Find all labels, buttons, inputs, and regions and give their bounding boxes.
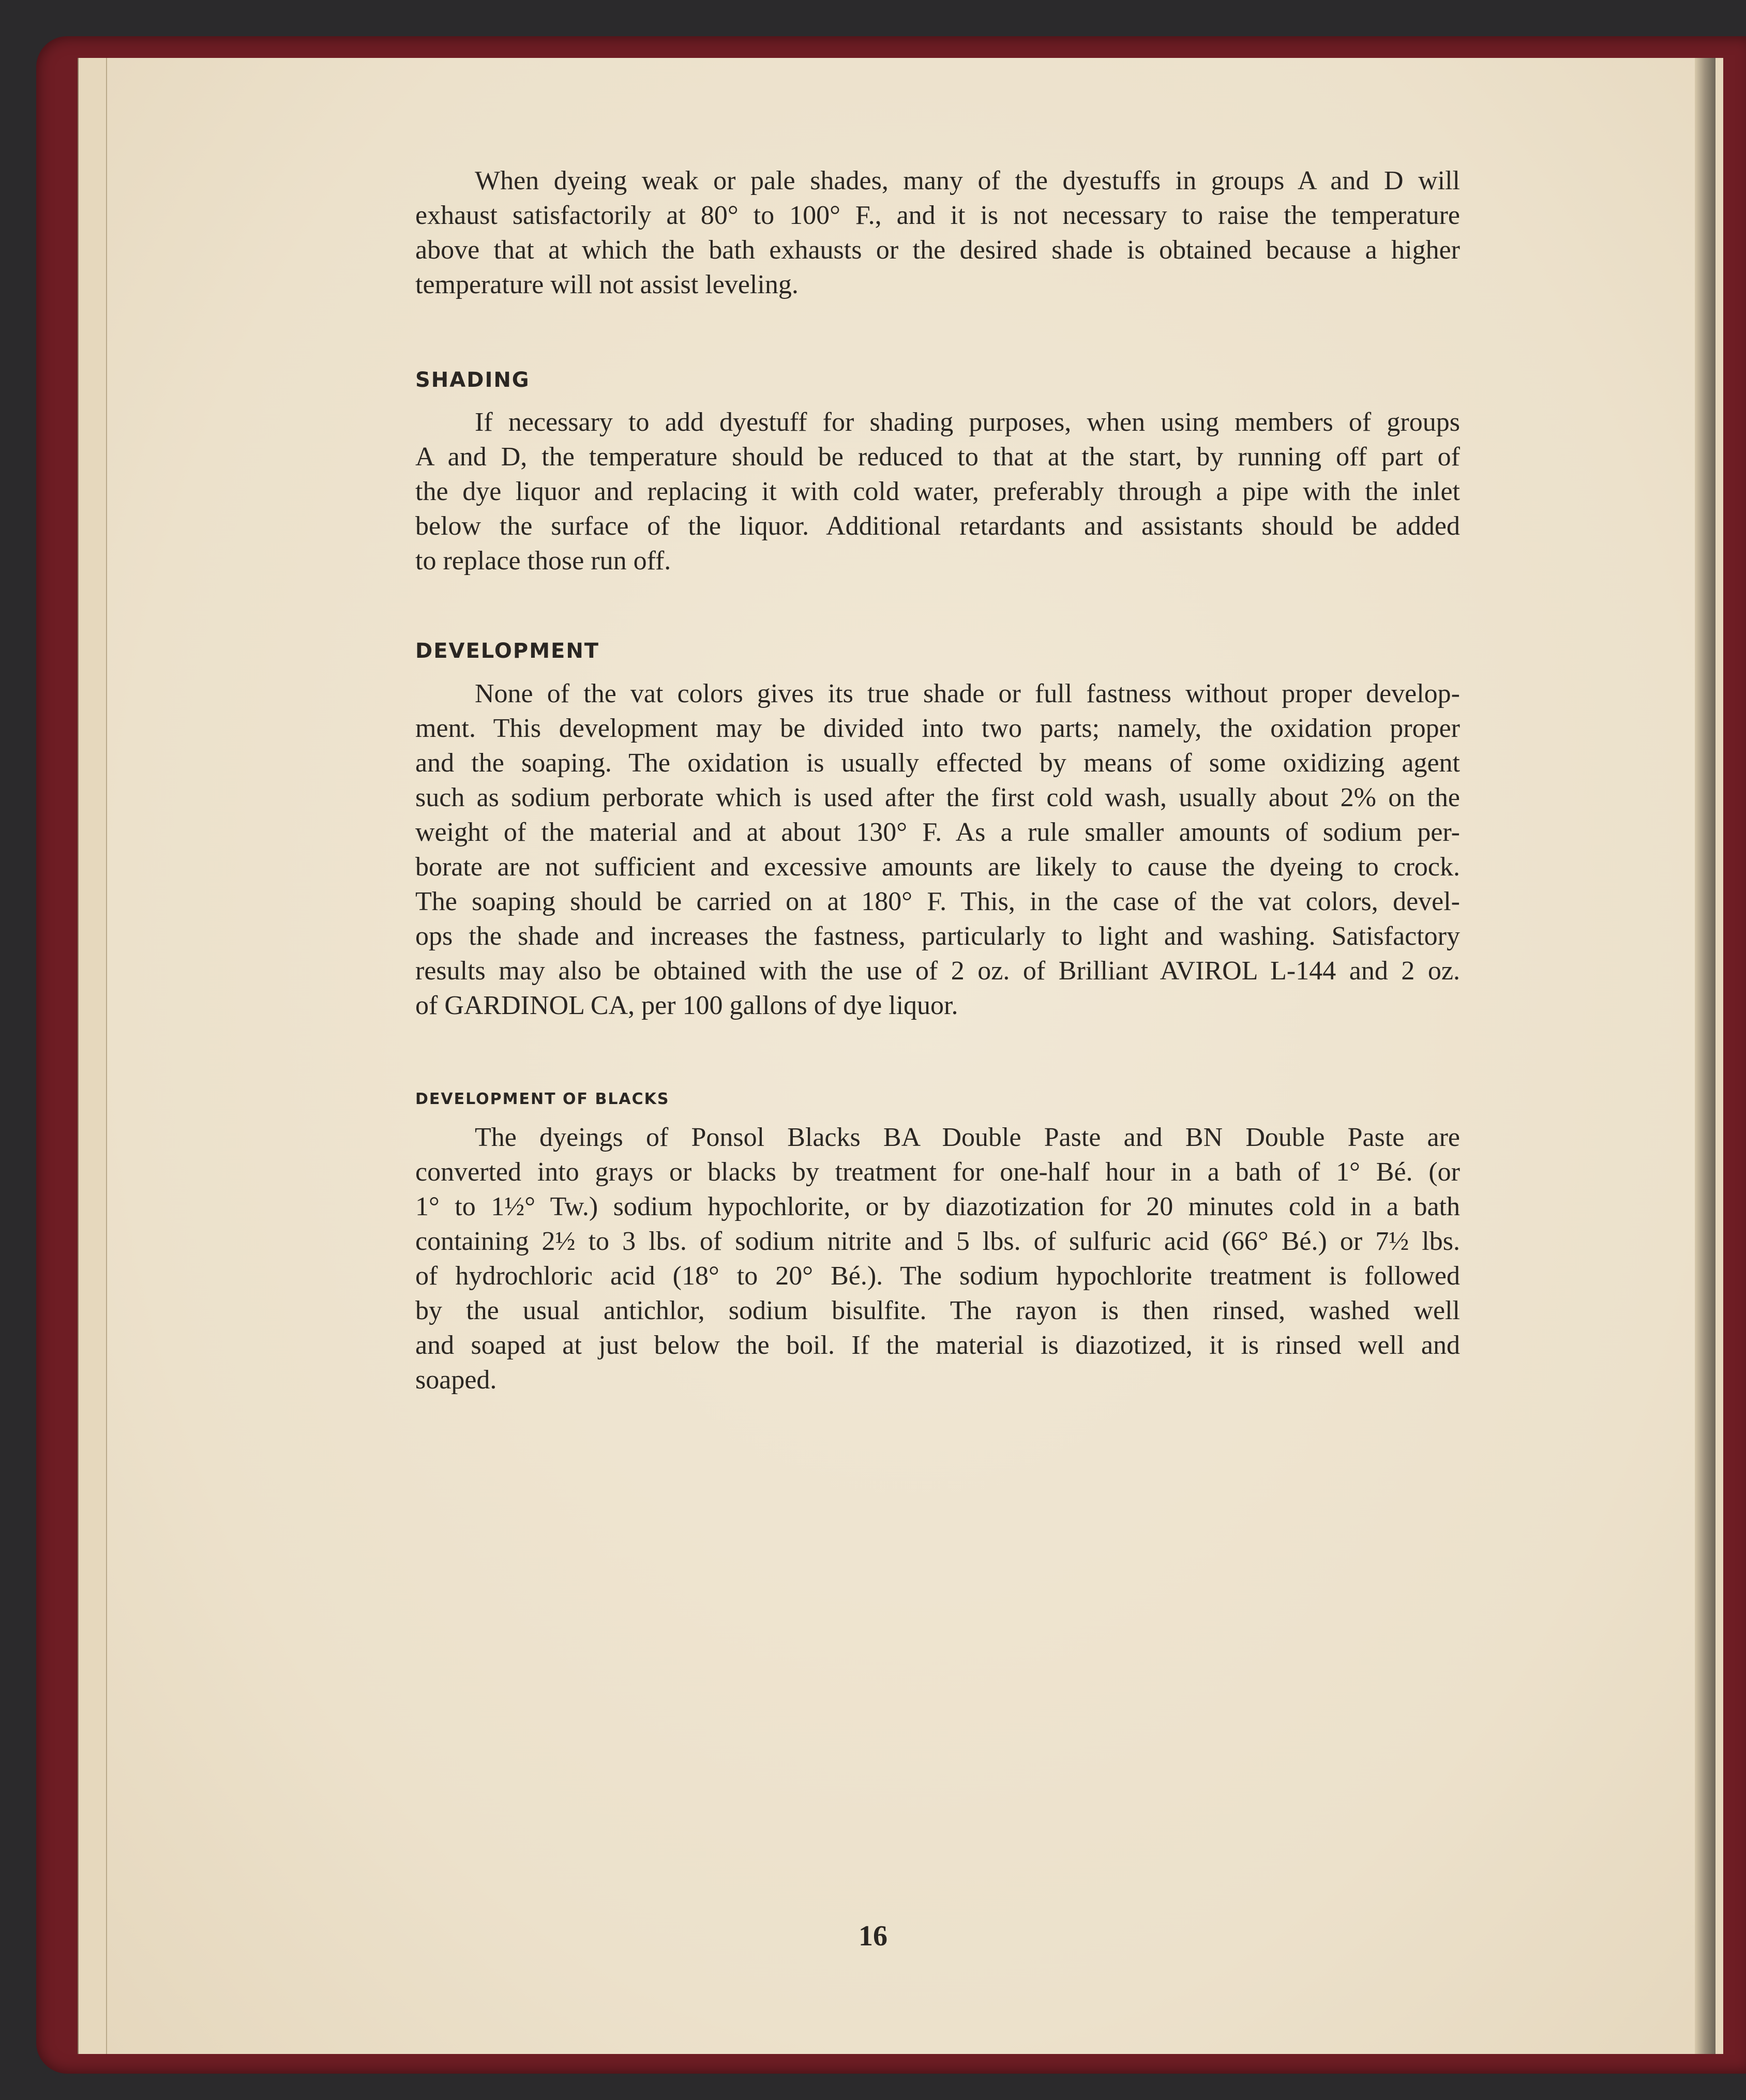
page-edges [1695, 58, 1715, 2054]
shading-paragraph [415, 405, 1460, 578]
text-line: None of the vat colors gives its true shade or full fastness without proper develop- [475, 679, 1460, 708]
text-line: the dye liquor and replacing it with cold water, preferably through a pipe with the inlet [415, 477, 1460, 506]
heading-development-of-blacks: DEVELOPMENT OF BLACKS [415, 1090, 670, 1108]
text-line: ops the shade and increases the fastness, particularly to light and washing. Satisfactory [415, 921, 1460, 951]
text-line: of hydrochloric acid (18° to 20° Bé.). The sodium hypochlorite treatment is followed [415, 1261, 1460, 1291]
text-line: The dyeings of Ponsol Blacks BA Double Paste and BN Double Paste are [475, 1123, 1460, 1152]
text-line: by the usual antichlor, sodium bisulfite. The rayon is then rinsed, washed well [415, 1296, 1460, 1325]
text-line: and soaped at just below the boil. If the material is diazotized, it is rinsed well and [415, 1331, 1460, 1360]
text-line: to replace those run off. [415, 546, 671, 576]
text-line: below the surface of the liquor. Additional retardants and assistants should be added [415, 511, 1460, 541]
text-line: converted into grays or blacks by treatment for one-half hour in a bath of 1° Bé. (or [415, 1157, 1460, 1187]
text-line: such as sodium perborate which is used after the first cold wash, usually about 2% on the [415, 783, 1460, 812]
text-line: temperature will not assist leveling. [415, 270, 799, 299]
text-line: If necessary to add dyestuff for shading purposes, when using members of groups [475, 407, 1460, 437]
text-line: 1° to 1½° Tw.) sodium hypochlorite, or by diazotization for 20 minutes cold in a bath [415, 1192, 1460, 1221]
text-line: weight of the material and at about 130° F. As a rule smaller amounts of sodium per- [415, 818, 1460, 847]
text-line: borate are not sufficient and excessive amounts are likely to cause the dyeing to crock. [415, 852, 1460, 882]
page-number: 16 [859, 1920, 887, 1952]
book-page [106, 58, 1715, 2054]
text-line: containing 2½ to 3 lbs. of sodium nitrite and 5 lbs. of sulfuric acid (66° Bé.) or 7½ lbs. [415, 1227, 1460, 1256]
text-line: The soaping should be carried on at 180° F. This, in the case of the vat colors, devel- [415, 887, 1460, 916]
text-line: and the soaping. The oxidation is usually effected by means of some oxidizing agent [415, 748, 1460, 778]
development-paragraph [415, 676, 1460, 1023]
text-line: soaped. [415, 1365, 497, 1395]
heading-development: DEVELOPMENT [415, 639, 600, 663]
text-line: When dyeing weak or pale shades, many of the dyestuffs in groups A and D will [475, 166, 1460, 195]
text-line: results may also be obtained with the use of 2 oz. of Brilliant AVIROL L-144 and 2 oz. [415, 956, 1460, 986]
text-line: A and D, the temperature should be reduced to that at the start, by running off part of [415, 442, 1460, 472]
development-of-blacks-paragraph [415, 1120, 1460, 1397]
text-line: ment. This development may be divided into two parts; namely, the oxidation proper [415, 714, 1460, 743]
intro-paragraph [415, 163, 1460, 302]
text-line: of GARDINOL CA, per 100 gallons of dye liquor. [415, 991, 958, 1020]
text-line: above that at which the bath exhausts or the desired shade is obtained because a higher [415, 235, 1460, 265]
text-line: exhaust satisfactorily at 80° to 100° F., and it is not necessary to raise the temperature [415, 201, 1460, 230]
heading-shading: SHADING [415, 368, 530, 392]
